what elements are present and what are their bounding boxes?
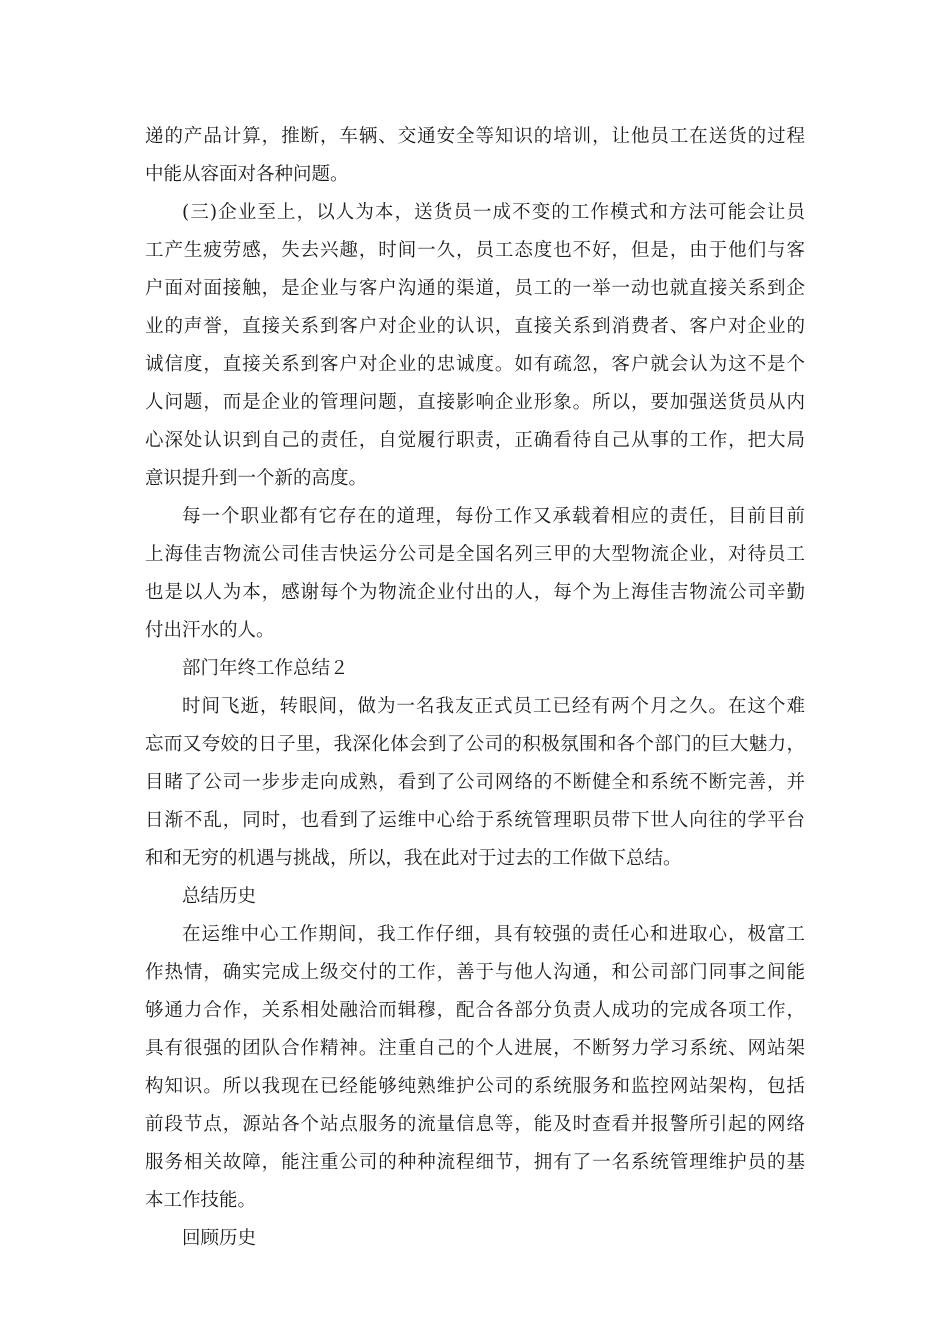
paragraph-line: 中能从容面对各种问题。 xyxy=(145,164,349,185)
paragraph-line: 意识提升到一个新的高度。 xyxy=(145,468,368,489)
section-heading: 部门年终工作总结２ xyxy=(182,658,349,679)
paragraph-line: 诚信度，直接关系到客户对企业的忠诚度。如有疏忽，客户就会认为这不是个 xyxy=(145,354,805,375)
paragraph-line: 服务相关故障，能注重公司的种种流程细节，拥有了一名系统管理维护员的基 xyxy=(145,1152,805,1173)
section-heading: 总结历史 xyxy=(182,886,257,907)
paragraph-line: 够通力合作，关系相处融洽而辑穆，配合各部分负责人成功的完成各项工作， xyxy=(145,1000,805,1021)
paragraph-line: 心深处认识到自己的责任，自觉履行职责，正确看待自己从事的工作，把大局 xyxy=(145,430,805,451)
paragraph-line: 和和无穷的机遇与挑战，所以，我在此对于过去的工作做下总结。 xyxy=(145,848,682,869)
paragraph-line: 户面对面接触，是企业与客户沟通的渠道，员工的一举一动也就直接关系到企 xyxy=(145,278,805,299)
paragraph-line: 人问题，而是企业的管理问题，直接影响企业形象。所以，要加强送货员从内 xyxy=(145,392,805,413)
paragraph-line: 每一个职业都有它存在的道理，每份工作又承载着相应的责任，目前目前 xyxy=(182,506,805,527)
paragraph-line: 日渐不乱，同时，也看到了运维中心给于系统管理职员带下世人向往的学平台 xyxy=(145,810,805,831)
paragraph-line: 在运维中心工作期间，我工作仔细，具有较强的责任心和进取心，极富工 xyxy=(182,924,805,945)
paragraph-line: 作热情，确实完成上级交付的工作，善于与他人沟通，和公司部门同事之间能 xyxy=(145,962,805,983)
paragraph-line: 也是以人为本，感谢每个为物流企业付出的人，每个为上海佳吉物流公司辛勤 xyxy=(145,582,805,603)
paragraph-line: 构知识。所以我现在已经能够纯熟维护公司的系统服务和监控网站架构，包括 xyxy=(145,1076,805,1097)
paragraph-line: 本工作技能。 xyxy=(145,1190,257,1211)
section-heading: 回顾历史 xyxy=(182,1228,257,1249)
paragraph-line: 忘而又夸姣的日子里，我深化体会到了公司的积极氛围和各个部门的巨大魅力， xyxy=(145,734,805,755)
paragraph-line: 前段节点，源站各个站点服务的流量信息等，能及时查看并报警所引起的网络 xyxy=(145,1114,805,1135)
paragraph-line: 业的声誉，直接关系到客户对企业的认识，直接关系到消费者、客户对企业的 xyxy=(145,316,805,337)
paragraph-line: 时间飞逝，转眼间，做为一名我友正式员工已经有两个月之久。在这个难 xyxy=(182,696,805,717)
paragraph-line: 上海佳吉物流公司佳吉快运分公司是全国名列三甲的大型物流企业，对待员工 xyxy=(145,544,805,565)
paragraph-line: (三)企业至上，以人为本，送货员一成不变的工作模式和方法可能会让员 xyxy=(182,202,805,223)
paragraph-line: 目睹了公司一步步走向成熟，看到了公司网络的不断健全和系统不断完善，并 xyxy=(145,772,805,793)
paragraph-line: 付出汗水的人。 xyxy=(145,620,275,641)
paragraph-line: 递的产品计算，推断，车辆、交通安全等知识的培训，让他员工在送货的过程 xyxy=(145,126,805,147)
paragraph-line: 工产生疲劳感，失去兴趣，时间一久，员工态度也不好，但是，由于他们与客 xyxy=(145,240,805,261)
paragraph-line: 具有很强的团队合作精神。注重自己的个人进展，不断努力学习系统、网站架 xyxy=(145,1038,805,1059)
